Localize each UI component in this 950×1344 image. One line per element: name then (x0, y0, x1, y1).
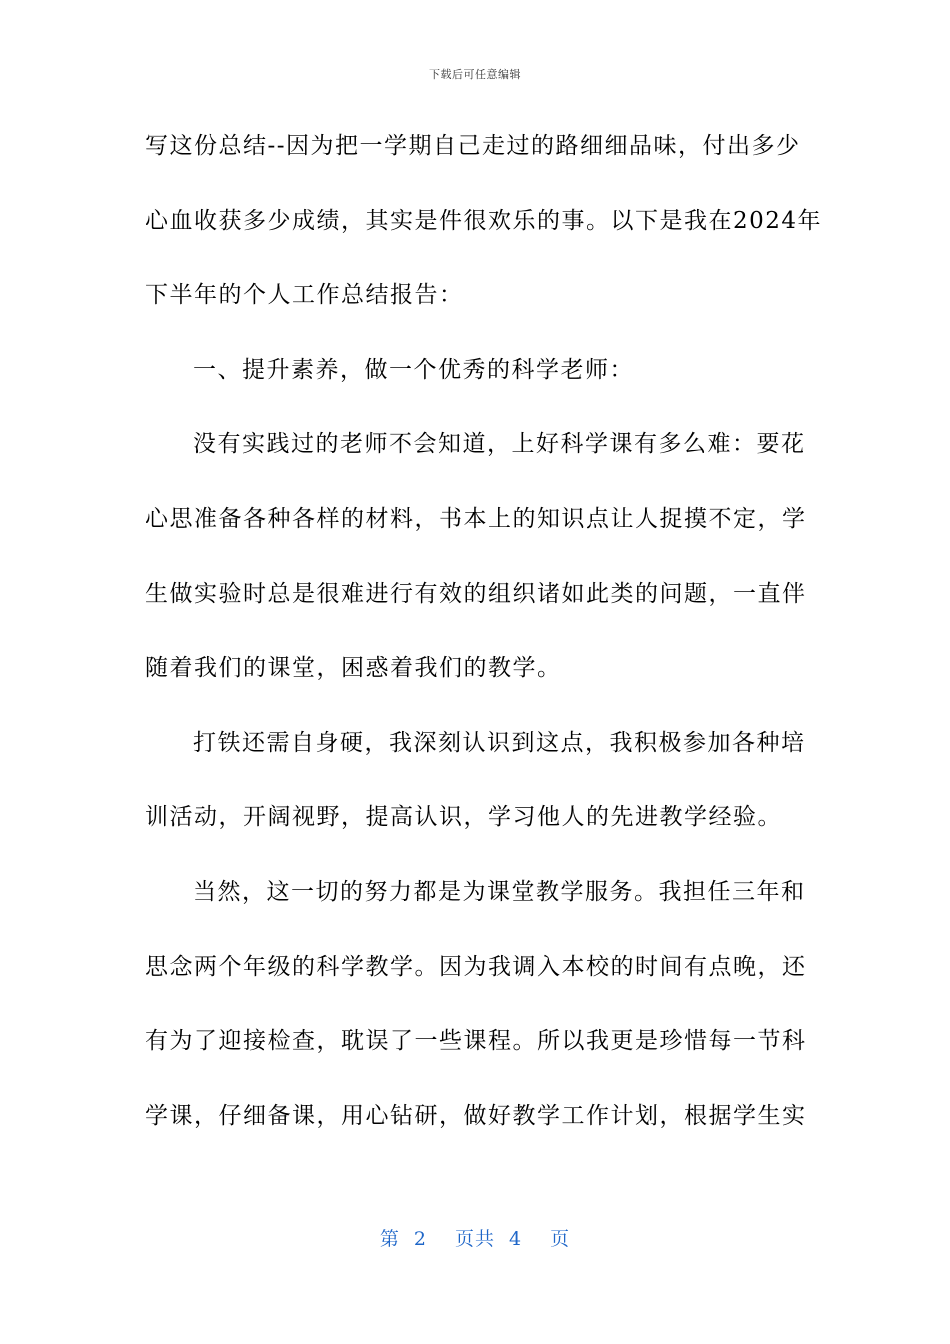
body-text (145, 126, 823, 1170)
paragraph-start-line: 当然，这一切的努力都是为课堂教学服务。我担任三年和 (193, 878, 806, 905)
text-line: 心思准备各种各样的材料，书本上的知识点让人捉摸不定，学 (145, 505, 807, 532)
text-line: 下半年的个人工作总结报告： (145, 282, 464, 309)
text-line: 随着我们的课堂，困惑着我们的教学。 (145, 655, 562, 682)
header-note: 下载后可任意编辑 (429, 68, 521, 81)
page-footer (0, 1224, 950, 1251)
footer-label-ye: 页 (550, 1228, 571, 1250)
text-line: 有为了迎接检查，耽误了一些课程。所以我更是珍惜每一节科 (145, 1028, 807, 1055)
footer-label-ye-gong: 页共 (454, 1228, 495, 1250)
paragraph-start-line: 打铁还需自身硬，我深刻认识到这点，我积极参加各种培 (193, 729, 806, 756)
text-line: 心血收获多少成绩，其实是件很欢乐的事。以下是我在2024年 (145, 207, 823, 234)
footer-total-pages: 4 (509, 1228, 523, 1250)
footer-current-page: 2 (413, 1228, 427, 1250)
paragraph-start-line: 没有实践过的老师不会知道，上好科学课有多么难：要花 (193, 431, 806, 458)
text-line: 训活动，开阔视野，提高认识，学习他人的先进教学经验。 (145, 804, 782, 831)
footer-label-di: 第 (379, 1228, 400, 1250)
text-line: 学课，仔细备课，用心钻研，做好教学工作计划，根据学生实 (145, 1102, 807, 1129)
section-heading: 一、提升素养，做一个优秀的科学老师： (193, 356, 634, 383)
text-line: 写这份总结--因为把一学期自己走过的路细细品味，付出多少 (145, 133, 801, 159)
text-line: 思念两个年级的科学教学。因为我调入本校的时间有点晚，还 (145, 953, 807, 980)
text-line: 生做实验时总是很难进行有效的组织诸如此类的问题，一直伴 (145, 580, 807, 607)
